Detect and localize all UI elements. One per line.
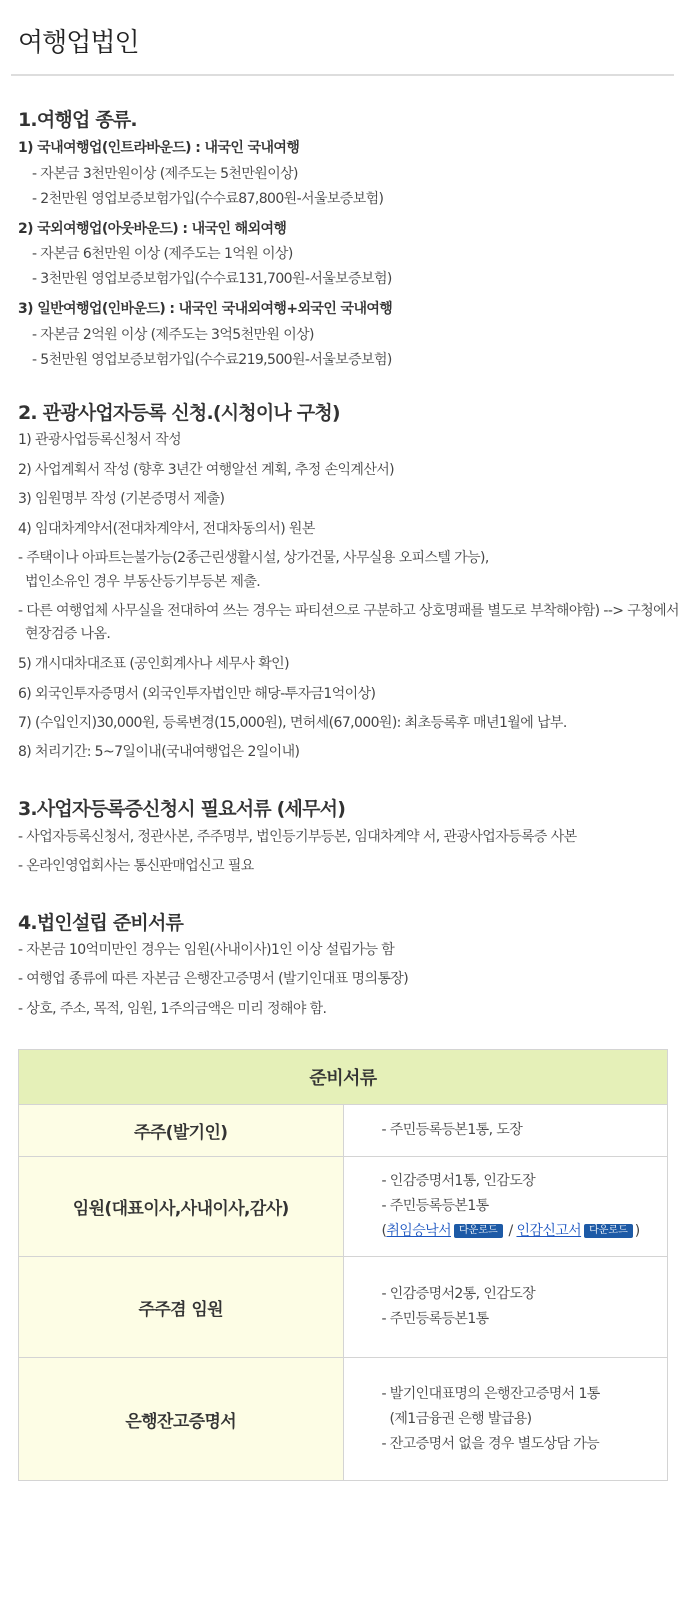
list-item: - 상호, 주소, 목적, 임원, 1주의금액은 미리 정해야 함. (18, 1001, 327, 1017)
row-value (343, 1157, 668, 1257)
list-item: - 여행업 종류에 따른 자본금 은행잔고증명서 (발기인대표 명의통장) (18, 971, 409, 987)
list-item: - 온라인영업회사는 통신판매업신고 필요 (18, 858, 254, 874)
travel-type-general: 3) 일반여행업(인바운드) : 내국인 국내외여행+외국인 국내여행 (18, 301, 393, 317)
value-line: - 인감증명서2통, 인감도장 (381, 1286, 536, 1302)
section-1-title: 1.여행업 종류. (18, 109, 137, 131)
list-item: - 사업자등록신청서, 정관사본, 주주명부, 법인등기부등본, 임대차계약 서, 관광사업자등록증 사본 (18, 829, 577, 845)
paren-close: ) (634, 1223, 640, 1239)
row-label: 주주(발기인) (19, 1105, 344, 1157)
table-row (19, 1358, 668, 1481)
list-item: 3) 임원명부 작성 (기본증명서 제출) (18, 491, 225, 507)
value-line: - 주민등록등본1통, 도장 (381, 1122, 523, 1138)
row-label: 은행잔고증명서 (19, 1358, 344, 1481)
table-row (19, 1105, 668, 1157)
required-documents-table (18, 1049, 668, 1481)
list-item: 6) 외국인투자증명서 (외국인투자법인만 해당-투자금1억이상) (18, 686, 376, 702)
separator: / (504, 1223, 517, 1239)
list-item: 7) (수입인지)30,000원, 등록변경(15,000원), 면허세(67,000원): 최초등록후 매년1월에 납부. (18, 715, 567, 731)
value-line: - 잔고증명서 없을 경우 별도상담 가능 (381, 1435, 600, 1452)
row-value (343, 1105, 668, 1157)
title-divider (11, 74, 674, 76)
download-badge[interactable]: 다운로드 (454, 1224, 503, 1238)
value-line: (제1금융권 은행 발급용) (389, 1410, 532, 1427)
table-header-row (19, 1050, 668, 1105)
table-row (19, 1257, 668, 1358)
travel-type-overseas: 2) 국외여행업(아웃바운드) : 내국인 해외여행 (18, 221, 287, 237)
list-item-continued: 법인소유인 경우 부동산등기부등본 제출. (25, 574, 261, 590)
page-title: 여행업법인 (18, 28, 139, 58)
value-line: - 인감증명서1통, 인감도장 (381, 1173, 536, 1189)
list-item: - 주택이나 아파트는불가능(2종근린생활시설, 상가건물, 사무실용 오피스텔 가능), (18, 550, 489, 566)
list-item: 2) 사업계획서 작성 (향후 3년간 여행알선 계획, 추정 손익계산서) (18, 462, 395, 478)
acceptance-letter-link[interactable]: 취임승낙서 (386, 1223, 451, 1239)
download-links (382, 1219, 667, 1244)
travel-type-domestic: 1) 국내여행업(인트라바운드) : 내국인 국내여행 (18, 140, 300, 156)
list-item: - 2천만원 영업보증보험가입(수수료87,800원-서울보증보험) (32, 191, 384, 207)
list-item: 1) 관광사업등록신청서 작성 (18, 432, 182, 448)
row-value (343, 1358, 668, 1481)
value-line: - 발기인대표명의 은행잔고증명서 1통 (381, 1385, 600, 1402)
row-label: 주주겸 임원 (19, 1257, 344, 1358)
section-3-title: 3.사업자등록증신청시 필요서류 (세무서) (18, 798, 346, 820)
paren-open: ( (381, 1223, 387, 1239)
row-label: 임원(대표이사,사내이사,감사) (19, 1157, 344, 1257)
list-item: 5) 개시대차대조표 (공인회계사나 세무사 확인) (18, 656, 289, 672)
list-item: - 자본금 3천만원이상 (제주도는 5천만원이상) (32, 166, 298, 182)
row-value (343, 1257, 668, 1358)
list-item: 4) 임대차계약서(전대차계약서, 전대차동의서) 원본 (18, 521, 315, 537)
section-2-title: 2. 관광사업자등록 신청.(시청이나 구청) (18, 402, 340, 424)
list-item: 8) 처리기간: 5~7일이내(국내여행업은 2일이내) (18, 744, 300, 760)
list-item-continued: 현장검증 나옴. (25, 626, 111, 642)
value-line: - 주민등록등본1통 (381, 1198, 489, 1214)
list-item: - 자본금 6천만원 이상 (제주도는 1억원 이상) (32, 246, 293, 262)
download-badge[interactable]: 다운로드 (584, 1224, 633, 1238)
value-line: - 주민등록등본1통 (381, 1311, 489, 1327)
list-item: - 자본금 2억원 이상 (제주도는 3억5천만원 이상) (32, 327, 314, 343)
seal-report-link[interactable]: 인감신고서 (516, 1223, 582, 1239)
table-header: 준비서류 (19, 1050, 668, 1105)
list-item: - 5천만원 영업보증보험가입(수수료219,500원-서울보증보험) (32, 352, 392, 368)
list-item: - 3천만원 영업보증보험가입(수수료131,700원-서울보증보험) (32, 271, 392, 287)
list-item: - 다른 여행업체 사무실을 전대하여 쓰는 경우는 파티션으로 구분하고 상호명패를 별도로 부착해야함) --> 구청에서 (18, 603, 679, 619)
table-row (19, 1157, 668, 1257)
list-item: - 자본금 10억미만인 경우는 임원(사내이사)1인 이상 설립가능 함 (18, 942, 395, 958)
section-4-title: 4.법인설립 준비서류 (18, 912, 184, 934)
